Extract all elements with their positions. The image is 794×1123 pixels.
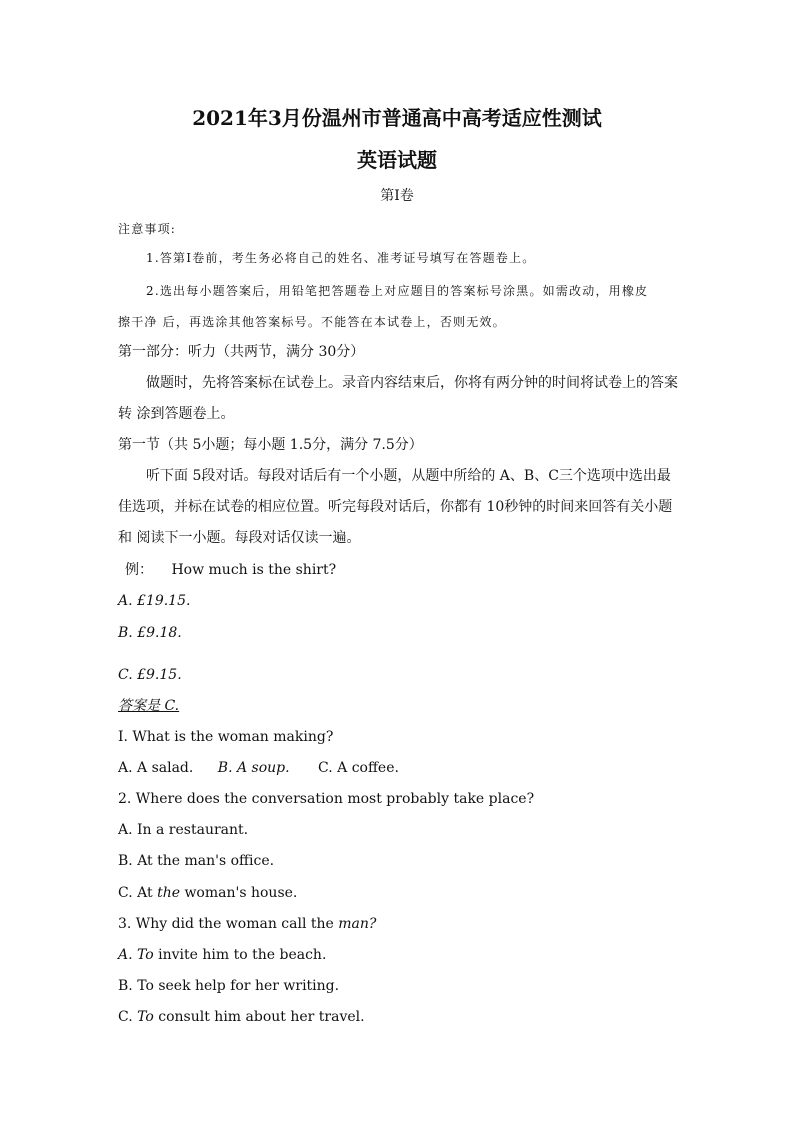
question-2-option-c-rest: woman's house. bbox=[180, 885, 298, 901]
example-label: 例： bbox=[125, 562, 153, 578]
question-3-stem-italic: man? bbox=[338, 916, 377, 932]
question-3-option-a-rest: invite him to the beach. bbox=[153, 947, 327, 963]
question-3-stem bbox=[118, 914, 376, 934]
part1-instruction-line-2: 转 涂到答题卷上。 bbox=[118, 406, 235, 422]
question-2-option-a: A. In a restaurant. bbox=[118, 822, 249, 838]
question-2-option-c bbox=[118, 883, 297, 903]
notice-item-1: 1.答第I卷前，考生务必将自己的姓名、准考证号填写在答题卷上。 bbox=[146, 251, 536, 265]
example-option-c: C. £9.15. bbox=[118, 667, 182, 683]
section1-instruction-line-1: 听下面 5段对话。每段对话后有一个小题，从题中所给的 A、B、C三个选项中选出最 bbox=[146, 468, 671, 484]
question-1-option-c: C. A coffee. bbox=[318, 760, 399, 776]
question-1-option-a: A. A salad. bbox=[118, 760, 194, 776]
section1-instruction-line-3: 和 阅读下一小题。每段对话仅读一遍。 bbox=[118, 530, 361, 546]
section1-instruction-line-2: 佳选项，并标在试卷的相应位置。听完每段对话后，你都有 10秒钟的时间来回答有关小题 bbox=[118, 499, 673, 515]
notice-item-2-line-1: 2.选出每小题答案后，用铅笔把答题卷上对应题目的答案标号涂黑。如需改动，用橡皮 bbox=[146, 284, 649, 298]
part1-heading: 第一部分：听力（共两节，满分 30分） bbox=[118, 344, 365, 360]
section1-heading: 第一节（共 5小题；每小题 1.5分，满分 7.5分） bbox=[118, 437, 423, 453]
question-3-option-c bbox=[118, 1007, 365, 1027]
question-2-option-b: B. At the man's office. bbox=[118, 853, 275, 869]
question-3-option-c-prefix: C. bbox=[118, 1009, 138, 1025]
question-3-option-a bbox=[118, 945, 326, 965]
example-answer: 答案是 C. bbox=[118, 698, 180, 714]
question-1-options bbox=[118, 758, 399, 778]
example-option-a: A. £19.15. bbox=[118, 593, 191, 609]
question-3-stem-text: 3. Why did the woman call the bbox=[118, 916, 339, 932]
example-question-text: How much is the shirt? bbox=[171, 562, 337, 578]
notice-heading: 注意事项: bbox=[118, 222, 177, 236]
example-question bbox=[125, 560, 336, 580]
notice-item-2-line-2: 擦干净 后，再选涂其他答案标号。不能答在本试卷上，否则无效。 bbox=[118, 315, 506, 329]
question-3-option-c-rest: consult him about her travel. bbox=[153, 1009, 365, 1025]
question-2-stem: 2. Where does the conversation most probably take place? bbox=[118, 791, 535, 807]
question-3-option-b: B. To seek help for her writing. bbox=[118, 978, 340, 994]
volume-label: 第I卷 bbox=[380, 188, 414, 204]
part1-instruction-line-1: 做题时，先将答案标在试卷上。录音内容结束后，你将有两分钟的时间将试卷上的答案 bbox=[146, 375, 678, 391]
question-2-option-c-prefix: C. At bbox=[118, 885, 158, 901]
question-3-option-a-italic: A. To bbox=[118, 947, 154, 963]
exam-subtitle: 英语试题 bbox=[357, 148, 437, 172]
exam-title: 2021年3月份温州市普通高中高考适应性测试 bbox=[192, 106, 602, 130]
question-1-stem: I. What is the woman making? bbox=[118, 729, 334, 745]
question-3-option-c-italic: To bbox=[137, 1009, 154, 1025]
example-option-b: B. £9.18. bbox=[118, 625, 182, 641]
question-2-option-c-italic: the bbox=[157, 885, 180, 901]
question-1-option-b: B. A soup. bbox=[217, 760, 290, 776]
